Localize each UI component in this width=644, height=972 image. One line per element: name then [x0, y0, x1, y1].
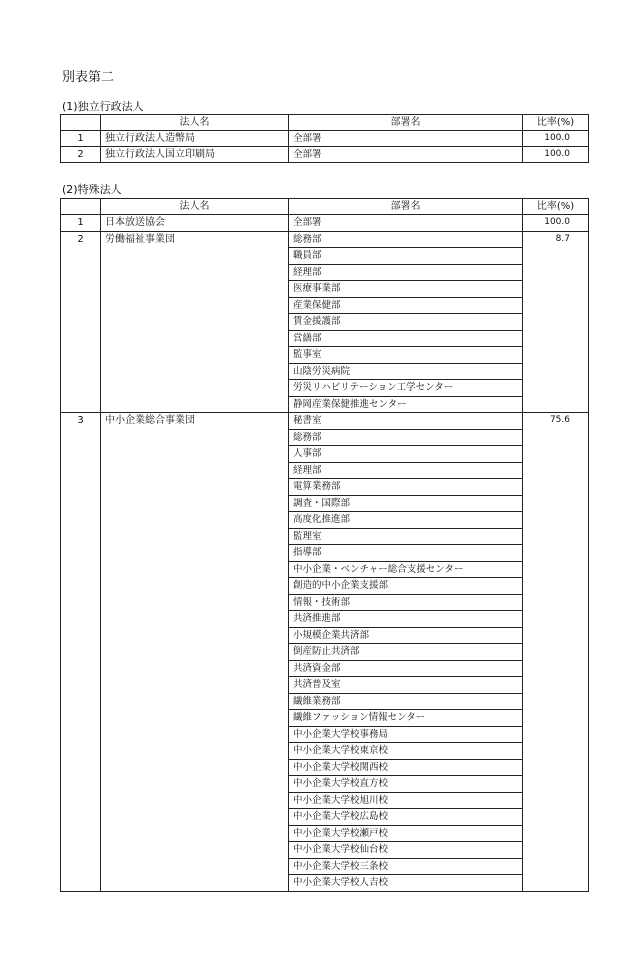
dept-name: 中小企業大学校人吉校: [289, 875, 523, 892]
dept-name: 賃金援護部: [289, 314, 523, 331]
dept-name: 産業保健部: [289, 297, 523, 314]
row-dept: 全部署: [289, 131, 523, 147]
header-rate: 比率(%): [523, 199, 589, 215]
table-header-row: [61, 115, 589, 131]
group-corp-name: 日本放送協会: [101, 215, 289, 232]
dept-name: 中小企業大学校広島校: [289, 809, 523, 826]
table-row: [61, 231, 589, 248]
dept-name: 経理部: [289, 264, 523, 281]
dept-name: 監事室: [289, 347, 523, 364]
row-rate: 100.0: [523, 147, 589, 163]
dept-name: 中小企業大学校直方校: [289, 776, 523, 793]
table-row: [61, 215, 589, 232]
row-corp: 独立行政法人造幣局: [101, 131, 289, 147]
table-header-row: [61, 199, 589, 215]
group-corp-name: 労働福祉事業団: [101, 231, 289, 413]
dept-name: 職員部: [289, 248, 523, 265]
header-dept: 部署名: [289, 115, 523, 131]
dept-name: 医療事業部: [289, 281, 523, 298]
dept-name: 中小企業大学校瀬戸校: [289, 825, 523, 842]
row-corp: 独立行政法人国立印刷局: [101, 147, 289, 163]
row-rate: 100.0: [523, 131, 589, 147]
dept-name: 共済普及室: [289, 677, 523, 694]
group-rate: 8.7: [523, 231, 589, 413]
group-rate: 100.0: [523, 215, 589, 232]
dept-name: 倒産防止共済部: [289, 644, 523, 661]
table-row: [61, 147, 589, 163]
dept-name: 中小企業大学校関西校: [289, 759, 523, 776]
table-row: [61, 131, 589, 147]
page-title: 別表第二: [62, 70, 115, 85]
dept-name: 全部署: [289, 215, 523, 232]
dept-name: 静岡産業保健推進センター: [289, 396, 523, 413]
independent-agencies-table: [60, 114, 589, 163]
dept-name: 中小企業大学校東京校: [289, 743, 523, 760]
special-corporations-table: [60, 198, 589, 892]
header-corp: 法人名: [101, 115, 289, 131]
dept-name: 共済資金部: [289, 660, 523, 677]
group-rate: 75.6: [523, 413, 589, 892]
header-corp: 法人名: [101, 199, 289, 215]
row-no: 2: [61, 147, 101, 163]
dept-name: 繊維ファッション情報センター: [289, 710, 523, 727]
dept-name: 中小企業大学校旭川校: [289, 792, 523, 809]
dept-name: 創造的中小企業支援部: [289, 578, 523, 595]
dept-name: 共済推進部: [289, 611, 523, 628]
dept-name: 繊維業務部: [289, 693, 523, 710]
row-dept: 全部署: [289, 147, 523, 163]
dept-name: 調査・国際部: [289, 495, 523, 512]
group-no: 2: [61, 231, 101, 413]
special-corporations-body: [61, 215, 589, 892]
dept-name: 高度化推進部: [289, 512, 523, 529]
dept-name: 小規模企業共済部: [289, 627, 523, 644]
dept-name: 総務部: [289, 429, 523, 446]
header-no: [61, 199, 101, 215]
dept-name: 指導部: [289, 545, 523, 562]
dept-name: 秘書室: [289, 413, 523, 430]
dept-name: 人事部: [289, 446, 523, 463]
group-no: 3: [61, 413, 101, 892]
dept-name: 中小企業・ベンチャー総合支援センター: [289, 561, 523, 578]
header-dept: 部署名: [289, 199, 523, 215]
section-2-label: (2)特殊法人: [62, 183, 122, 196]
group-corp-name: 中小企業総合事業団: [101, 413, 289, 892]
table-row: [61, 413, 589, 430]
dept-name: 情報・技術部: [289, 594, 523, 611]
dept-name: 中小企業大学校三条校: [289, 858, 523, 875]
dept-name: 電算業務部: [289, 479, 523, 496]
section-1-label: (1)独立行政法人: [62, 100, 144, 113]
dept-name: 中小企業大学校仙台校: [289, 842, 523, 859]
dept-name: 山陰労災病院: [289, 363, 523, 380]
group-no: 1: [61, 215, 101, 232]
dept-name: 監理室: [289, 528, 523, 545]
dept-name: 経理部: [289, 462, 523, 479]
dept-name: 労災リハビリテーション工学センター: [289, 380, 523, 397]
dept-name: 総務部: [289, 231, 523, 248]
header-rate: 比率(%): [523, 115, 589, 131]
header-no: [61, 115, 101, 131]
dept-name: 営繕部: [289, 330, 523, 347]
dept-name: 中小企業大学校事務局: [289, 726, 523, 743]
row-no: 1: [61, 131, 101, 147]
